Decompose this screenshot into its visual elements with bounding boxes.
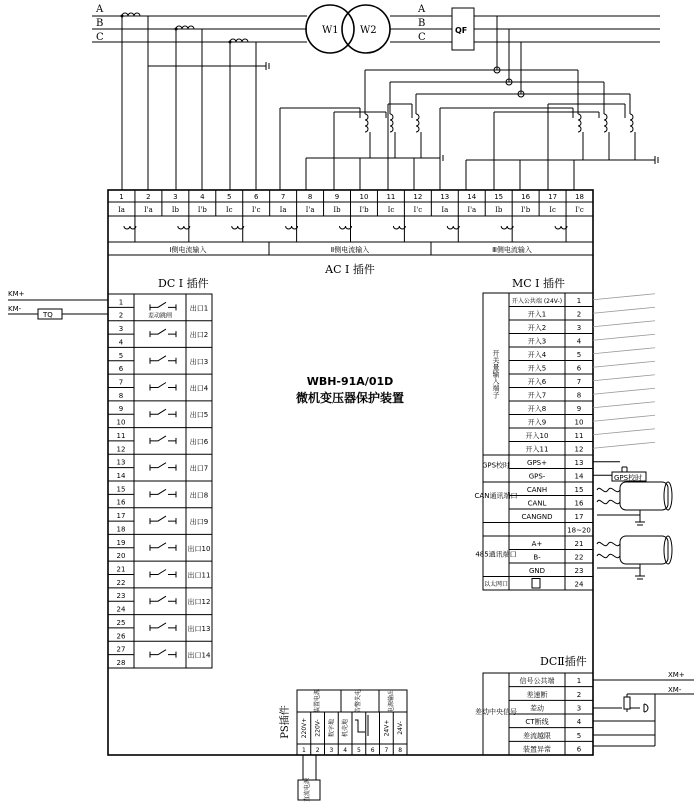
km-plus-label: KM+ <box>8 290 25 298</box>
ac-terminal-label: Ib <box>333 206 341 214</box>
mc1-row-label: 开入1 <box>527 310 547 319</box>
ac-ct-coil <box>501 226 513 229</box>
dc1-terminal-number: 15 <box>116 485 126 494</box>
dc1-output-label: 出口6 <box>189 437 209 446</box>
dc1-terminal-number: 4 <box>118 338 124 347</box>
tq-label: TQ <box>43 311 53 319</box>
dc1-output-label: 出口14 <box>187 651 211 660</box>
dc1-output-contact <box>150 596 176 604</box>
ac-ct-coil <box>340 226 352 229</box>
mc1-terminal-number: 17 <box>574 513 584 521</box>
ps-pin-label: 24V+ <box>383 719 391 737</box>
ac-group-2-label: Ⅱ侧电流输入 <box>330 246 370 254</box>
dc1-terminal-number: 5 <box>118 351 124 360</box>
ac-terminal-number: 8 <box>307 193 313 201</box>
mc1-terminal-number: 3 <box>576 324 582 332</box>
ac-terminal-label: I'c <box>575 206 584 214</box>
mc1-row-label: 开入7 <box>527 391 547 400</box>
dc1-terminal-number: 27 <box>116 645 126 654</box>
mc1-row-label: 开入公共端 (24V-) <box>511 298 563 305</box>
rs485-twisted-pair <box>597 542 620 557</box>
dc1-terminal-number: 18 <box>116 525 126 534</box>
dc1-output-label: 出口8 <box>189 491 209 500</box>
mc1-eth-label: 以太网口 <box>483 581 509 588</box>
ps-terminal-number: 7 <box>384 747 389 754</box>
dc1-terminal-number: 6 <box>118 365 124 374</box>
mc1-gps-group-label: GPS校时 <box>481 461 511 470</box>
ac-terminal-number: 18 <box>575 193 584 201</box>
mc1-can-group-label: CAN通讯端口 <box>474 492 518 501</box>
mc1-row-label: 开入8 <box>527 405 547 413</box>
dc-supply-label: 直流电源 <box>304 777 311 803</box>
dc1-terminal-number: 22 <box>116 578 126 587</box>
dc2-title: DCⅡ插件 <box>540 655 587 668</box>
dc2-terminal-number: 6 <box>576 745 582 754</box>
mc1-terminal-number: 6 <box>576 364 582 373</box>
mc1-switch-group-label: 开关量输入端子 <box>492 349 500 399</box>
ac-terminal-label: I'c <box>413 206 423 214</box>
mc1-terminal-number: 14 <box>574 472 584 481</box>
ac-terminal-label: I'c <box>251 206 261 214</box>
dc2-terminal-block <box>475 673 593 755</box>
ac-terminal-number: 15 <box>494 193 504 201</box>
dc2-terminal-number: 2 <box>576 690 582 699</box>
mc1-rs485-group-label: 485通讯端口 <box>475 550 517 559</box>
mc1-terminal-number: 16 <box>574 499 584 508</box>
dc2-row-label: 信号公共端 <box>519 677 555 686</box>
dc1-output-contact <box>150 489 176 497</box>
ac-terminal-number: 6 <box>253 193 259 201</box>
mc1-row-label: 开入4 <box>527 351 547 359</box>
breaker-qf-label: QF <box>455 26 468 35</box>
ps-title: PS插件 <box>280 705 291 739</box>
ps-group-power: 装置电源 <box>314 688 321 714</box>
dc1-output-contact <box>150 329 176 337</box>
dc2-terminal-number: 5 <box>576 731 582 740</box>
dc1-output-contact <box>150 302 176 310</box>
ac-terminal-number: 4 <box>200 193 205 201</box>
dc1-output-contact <box>150 570 176 578</box>
dc2-terminal-number: 4 <box>576 718 582 727</box>
mc1-terminal-number: 8 <box>576 391 582 400</box>
ac-terminal-label: I'a <box>305 206 315 214</box>
mc1-row-label: CANL <box>527 499 547 508</box>
mc1-terminal-number: 22 <box>574 553 584 562</box>
mc1-terminal-number: 15 <box>574 486 584 494</box>
ac-ct-coil <box>286 226 298 229</box>
ac-terminal-label: Ib <box>171 206 179 214</box>
mc1-row-label: GPS+ <box>527 459 547 467</box>
ac-ct-coil <box>232 226 244 229</box>
ps-pin-label: 220V+ <box>300 717 308 739</box>
dc1-terminal-number: 14 <box>116 472 126 480</box>
ac-group-1-label: Ⅰ侧电流输入 <box>169 246 207 254</box>
mc1-row-label: A+ <box>531 540 543 548</box>
ac-terminal-number: 3 <box>173 193 178 201</box>
dc1-output-label: 出口9 <box>189 518 209 527</box>
dc-supply <box>298 755 320 802</box>
dc1-terminal-number: 7 <box>118 378 124 387</box>
mc1-terminal-number: 18~20 <box>567 526 591 535</box>
ps-pin-label: 数字地 <box>328 718 336 738</box>
km-minus-label: KM- <box>8 305 22 313</box>
mc1-terminal-number: 13 <box>574 459 584 467</box>
mc1-terminal-block <box>475 293 593 590</box>
mc1-terminal-number: 24 <box>574 580 584 589</box>
mc1-terminal-number: 11 <box>574 432 584 440</box>
dc1-terminal-number: 8 <box>118 391 124 400</box>
ac-terminal-label: I'a <box>467 206 477 214</box>
side1-ct-wiring <box>121 13 270 190</box>
dc1-terminal-number: 21 <box>116 565 126 574</box>
dc1-output-contact <box>150 650 176 658</box>
ac-terminal-label: Ic <box>225 206 233 214</box>
ps-terminal-number: 4 <box>343 747 348 754</box>
dc1-terminal-number: 2 <box>118 311 124 320</box>
dc1-terminal-number: 24 <box>116 605 126 614</box>
mc1-row-label: 开入10 <box>525 432 549 440</box>
ac-group-3-label: Ⅲ侧电流输入 <box>492 246 532 254</box>
ac-terminal-label: I'a <box>143 206 153 214</box>
transformer-w2-label: W2 <box>360 25 377 36</box>
dc1-terminal-number: 28 <box>116 659 126 667</box>
ac-terminal-label: Ia <box>117 206 125 214</box>
dc1-output-label: 出口5 <box>189 411 209 420</box>
trip-coil-circuit <box>8 290 108 319</box>
ac-module-title: AC I 插件 <box>325 263 375 276</box>
dc2-terminal-number: 3 <box>576 704 582 713</box>
dc1-output-label: 出口7 <box>189 464 209 473</box>
dc2-terminal-number: 1 <box>576 677 582 686</box>
dc1-output-contact <box>150 543 176 551</box>
dc1-terminal-number: 11 <box>116 431 126 440</box>
mc1-row-label: CANH <box>526 486 548 494</box>
xm-plus-label: XM+ <box>668 671 685 679</box>
ac-terminal-label: Ia <box>441 206 449 214</box>
mc1-row-label: GPS- <box>528 472 546 481</box>
phase-b-label-left: B <box>96 18 104 29</box>
ps-terminal-number: 6 <box>370 747 375 754</box>
mc1-row-label: CANGND <box>521 513 553 521</box>
dc1-terminal-number: 10 <box>116 418 126 427</box>
mc1-row-label: 开入6 <box>527 378 547 386</box>
ac-ct-coil <box>124 226 136 229</box>
device-name: 微机变压器保护装置 <box>295 391 405 405</box>
dc1-output-contact <box>150 383 176 391</box>
ac-terminal-label: Ic <box>387 206 395 214</box>
dc1-output-contact <box>150 409 176 417</box>
dc1-output-label: 出口11 <box>187 571 211 580</box>
ps-terminal-block <box>297 688 407 755</box>
dc1-output-contact <box>150 623 176 631</box>
phase-c-label-right: C <box>418 32 426 43</box>
dc1-output-label: 出口10 <box>187 544 211 553</box>
dc1-terminal-number: 13 <box>116 458 126 467</box>
dc1-terminal-number: 9 <box>118 405 124 414</box>
dc1-terminal-number: 23 <box>116 592 126 601</box>
dc1-title: DC I 插件 <box>158 277 209 290</box>
ac-terminal-label: Ib <box>495 206 503 214</box>
ps-pin-label: 机壳地 <box>342 718 350 738</box>
mc1-terminal-number: 23 <box>574 567 584 575</box>
mc1-terminal-number: 9 <box>576 405 582 413</box>
dc2-row-label: CT断线 <box>525 718 549 727</box>
ps-group-alarm: 告警失电 <box>355 688 362 714</box>
dc2-row-label: 差速断 <box>526 690 548 699</box>
ac-terminal-number: 9 <box>334 193 340 201</box>
dc1-terminal-number: 1 <box>118 298 124 307</box>
can-cable <box>620 482 668 510</box>
ac-ct-coil <box>178 226 190 229</box>
ac-terminal-label: I'b <box>197 206 207 214</box>
dc2-row-label: 差动 <box>530 704 544 713</box>
ac-terminal-number: 10 <box>359 193 369 201</box>
dc1-output-contact <box>150 356 176 364</box>
ac-terminal-label: Ic <box>549 206 556 214</box>
ac-terminal-number: 16 <box>521 193 531 201</box>
gps-sync-ext-label: GPS校时 <box>614 474 643 482</box>
mc1-title: MC I 插件 <box>512 277 566 290</box>
ps-pin-label: 220V- <box>314 719 322 737</box>
mc1-row-label: GND <box>528 567 546 575</box>
dc1-terminal-number: 19 <box>116 538 126 547</box>
mc1-row-label: 开入9 <box>527 418 547 427</box>
mc1-row-label: 开入2 <box>527 324 547 332</box>
dc1-output-contact <box>150 516 176 524</box>
dc1-terminal-number: 25 <box>116 618 126 627</box>
mc1-row-label: 开入11 <box>525 445 549 454</box>
dc1-terminal-number: 20 <box>116 552 126 561</box>
ps-terminal-number: 5 <box>356 747 361 754</box>
ac-terminal-number: 11 <box>386 193 396 201</box>
ac-terminal-label: I'b <box>359 206 369 214</box>
dc1-terminal-block <box>108 294 212 668</box>
rs485-cable <box>620 536 668 564</box>
mc1-terminal-number: 2 <box>576 310 582 319</box>
dc1-output-contact <box>150 436 176 444</box>
ac-terminal-block <box>108 190 593 255</box>
mc1-row-label: 开入3 <box>527 337 547 346</box>
ac-ct-coil <box>447 226 459 229</box>
dc1-output-label: 出口1 <box>189 304 209 313</box>
can-twisted-pair <box>597 488 620 503</box>
ac-terminal-number: 2 <box>146 193 151 201</box>
mc1-row-label: B- <box>533 553 541 562</box>
ac-terminal-label: I'b <box>521 206 531 214</box>
dc2-row-label: 差流越限 <box>523 731 551 740</box>
mc1-terminal-number: 7 <box>576 378 582 386</box>
dc1-terminal-number: 12 <box>116 445 126 454</box>
dc1-terminal-number: 17 <box>116 512 126 521</box>
dc2-external-wiring <box>593 671 694 746</box>
phase-a-label-left: A <box>96 4 104 15</box>
ac-terminal-label: Ia <box>279 206 287 214</box>
mc1-terminal-number: 21 <box>574 540 584 548</box>
dc1-output-label: 出口12 <box>187 598 211 607</box>
ac-terminal-number: 13 <box>440 193 450 201</box>
phase-a-label-right: A <box>418 4 426 15</box>
dc1-terminal-number: 26 <box>116 632 126 641</box>
dc1-output-label: 出口13 <box>187 624 211 633</box>
ps-group-output: 电源输出 <box>388 688 395 714</box>
ac-terminal-number: 5 <box>227 193 232 201</box>
ethernet-port <box>532 579 540 589</box>
mc1-terminal-number: 12 <box>574 445 584 454</box>
dc1-output-label: 出口2 <box>189 331 209 340</box>
mc1-external-wiring <box>593 294 672 579</box>
ac-ct-coil <box>393 226 405 229</box>
transformer-w1-label: W1 <box>322 25 339 36</box>
ac-terminal-number: 7 <box>280 193 286 201</box>
dc1-terminal-number: 16 <box>116 498 126 507</box>
ac-terminal-number: 17 <box>548 193 558 201</box>
xm-minus-label: XM- <box>668 686 682 694</box>
ac-ct-coil <box>555 226 567 229</box>
dc1-output-label: 出口4 <box>189 384 209 393</box>
dc1-terminal-number: 3 <box>118 325 124 334</box>
ps-terminal-number: 8 <box>398 747 403 754</box>
mc1-terminal-number: 1 <box>576 297 582 305</box>
phase-c-label-left: C <box>96 32 104 43</box>
mc1-terminal-number: 4 <box>576 337 582 346</box>
ac-terminal-number: 12 <box>413 193 423 201</box>
ps-terminal-number: 2 <box>315 747 320 754</box>
mc1-terminal-number: 5 <box>576 351 582 359</box>
device-model: WBH-91A/01D <box>306 375 394 388</box>
ac-terminal-number: 1 <box>119 193 124 201</box>
ps-terminal-number: 1 <box>301 747 306 754</box>
ps-terminal-number: 3 <box>329 747 334 754</box>
mc1-terminal-number: 10 <box>574 418 584 427</box>
phase-b-label-right: B <box>418 18 426 29</box>
dc1-contact-label: 差动跳闸 <box>147 312 173 320</box>
ac-terminal-number: 14 <box>467 193 477 201</box>
dc2-group-label: 差动中央信号 <box>475 708 517 716</box>
dc1-output-label: 出口3 <box>189 357 209 366</box>
dc1-output-contact <box>150 463 176 471</box>
dc2-row-label: 装置异常 <box>523 745 551 754</box>
ps-pin-label: 24V- <box>397 721 405 735</box>
mc1-row-label: 开入5 <box>527 364 547 373</box>
